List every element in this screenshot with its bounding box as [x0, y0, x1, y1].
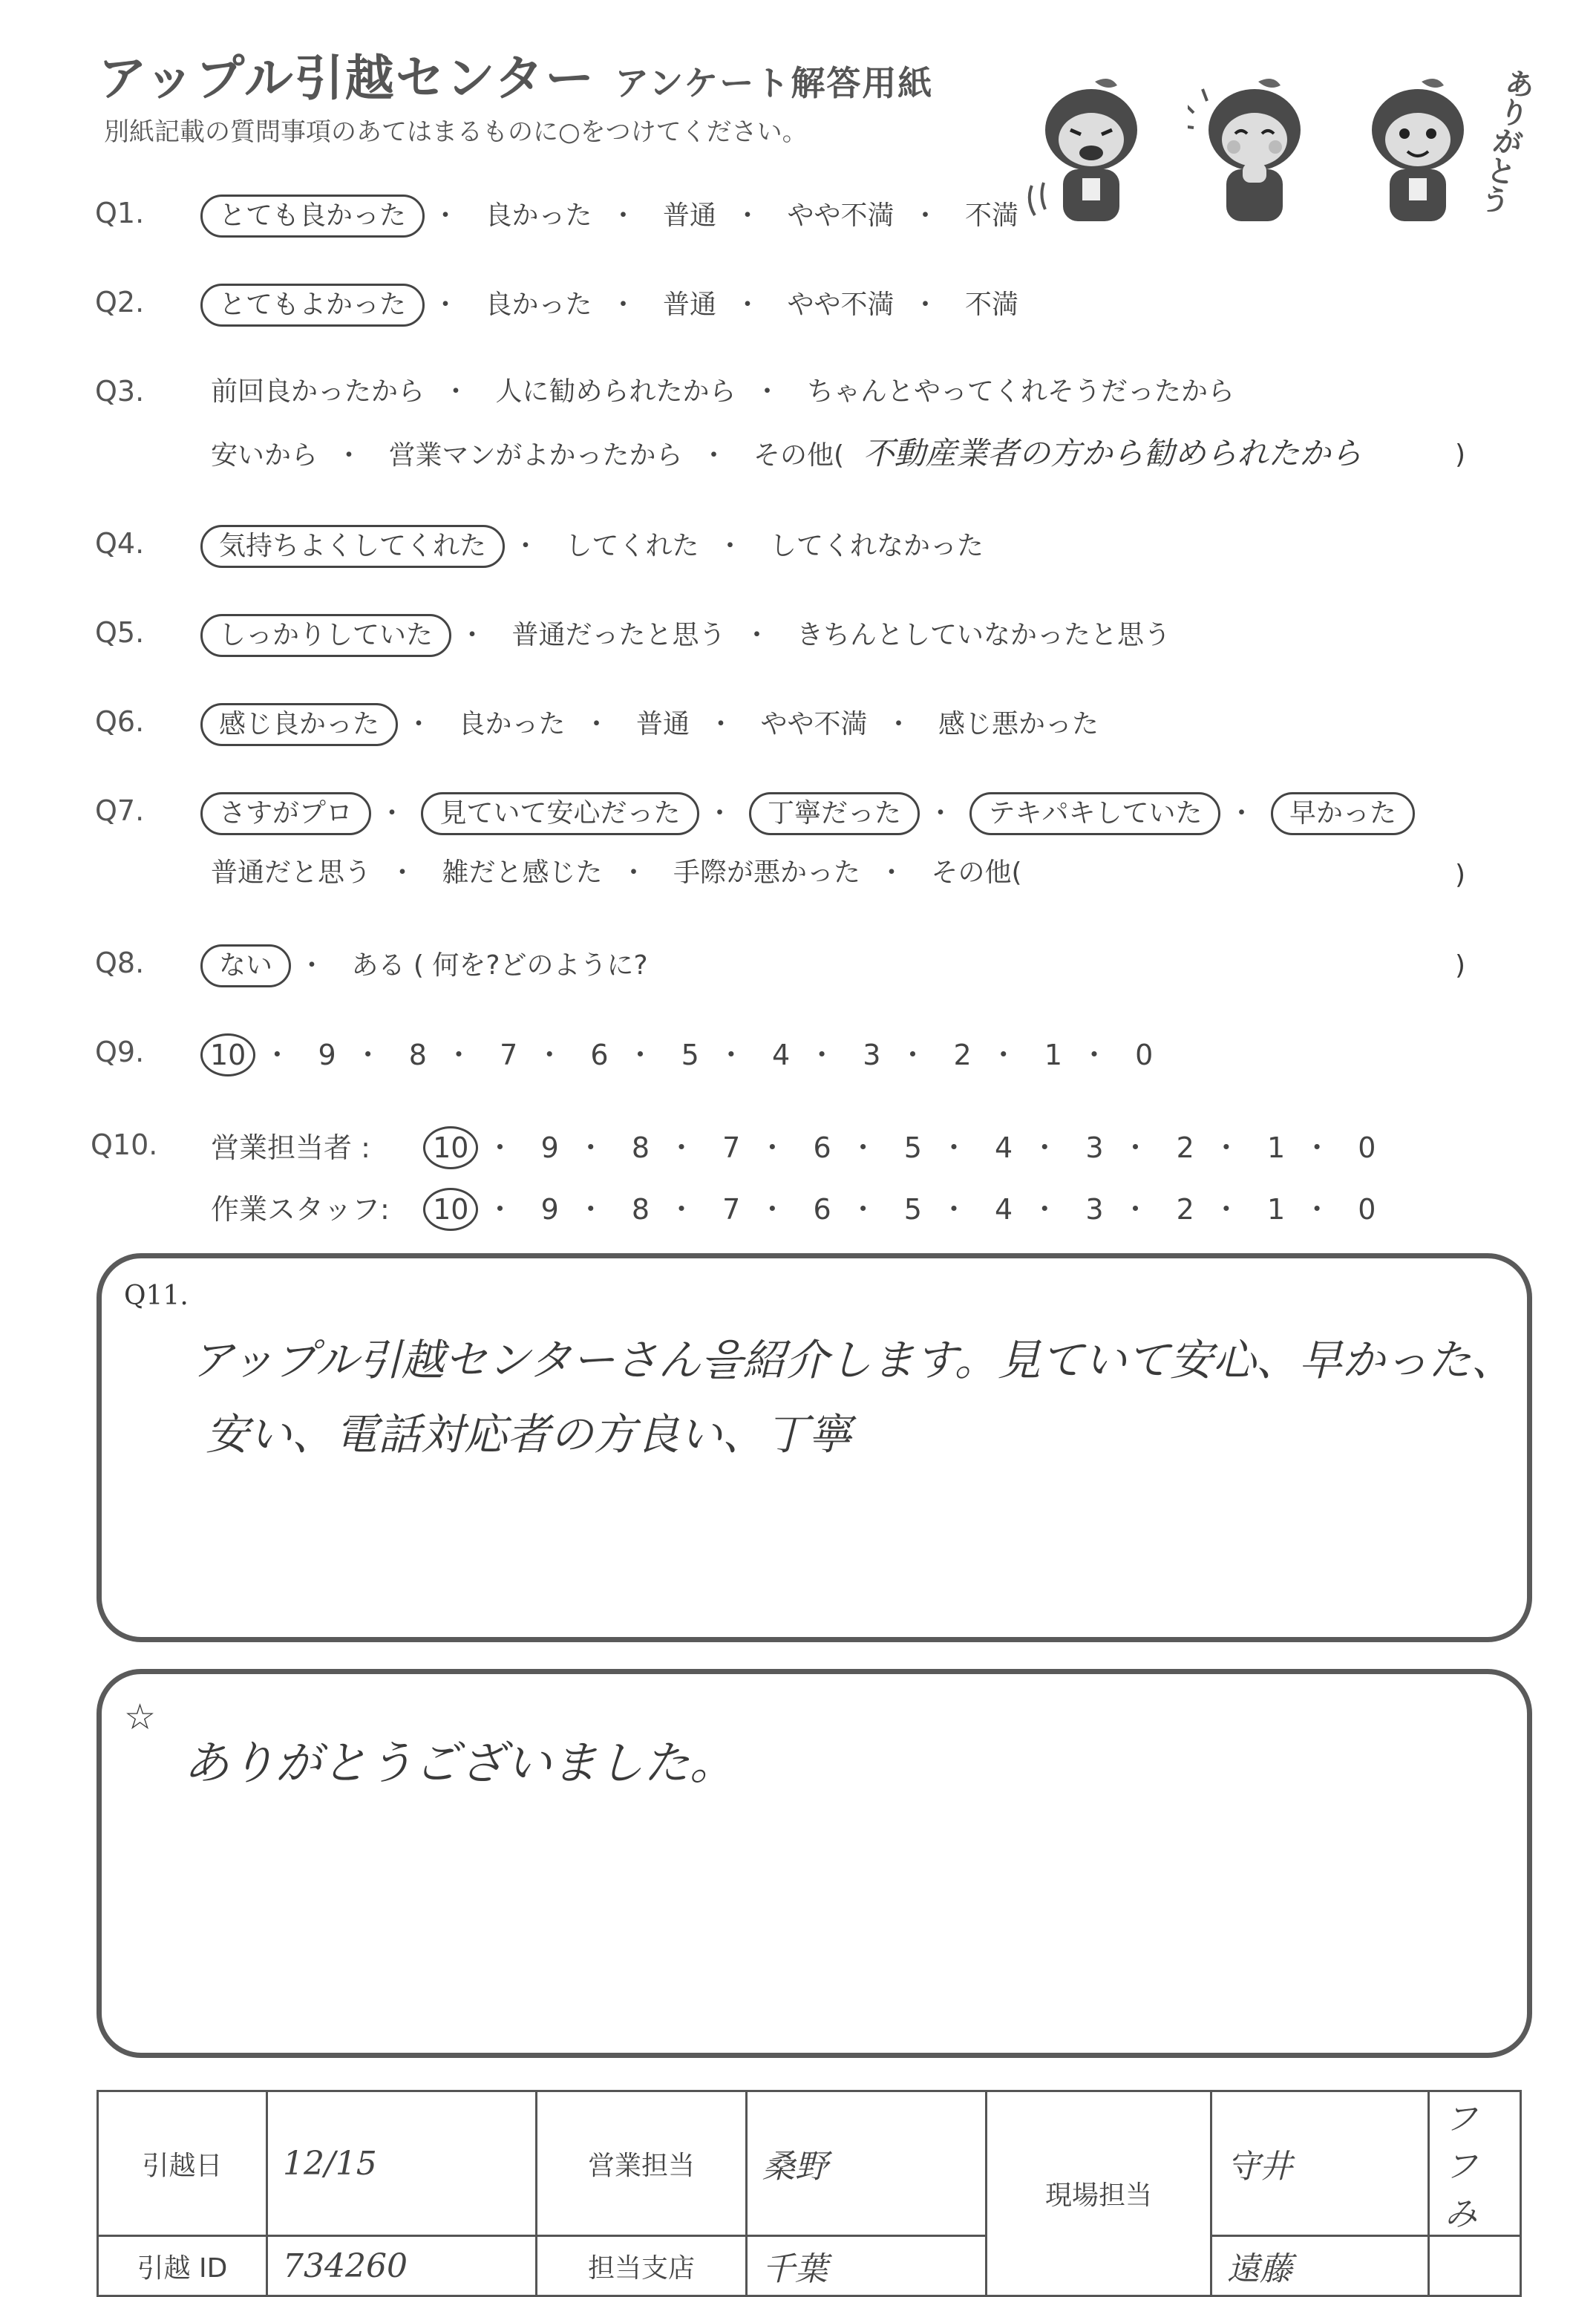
- q9-score-0[interactable]: 0: [1135, 1039, 1154, 1071]
- q7-label: Q7.: [95, 794, 145, 827]
- q5-option-3[interactable]: きちんとしていなかったと思う: [796, 620, 1171, 650]
- q3-closing-paren: ): [1455, 440, 1466, 470]
- monkey-mascot-blushing-icon: [1188, 74, 1321, 238]
- q10-sales-score-5[interactable]: 5: [903, 1131, 922, 1164]
- q8-option-2[interactable]: ある ( 何を?どのように?: [351, 950, 648, 981]
- q3-other-handwritten: 不動産業者の方から勧められたから: [863, 435, 1362, 471]
- q9-score-2[interactable]: 2: [953, 1039, 972, 1071]
- q9-scale: 10 ・ 9 ・ 8 ・ 7 ・ 6 ・ 5 ・ 4 ・ 3 ・ 2 ・ 1 ・ 0: [200, 1033, 1163, 1072]
- q1-options: とても良かった ・ 良かった ・ 普通 ・ やや不満 ・ 不満: [200, 195, 1029, 233]
- field-name-2: 遠藤: [1211, 2236, 1429, 2296]
- q7-option-1[interactable]: さすがプロ: [200, 792, 371, 835]
- instruction-text: 別紙記載の質問事項のあてはまるものに○をつけてください。: [104, 117, 808, 147]
- q6-option-2[interactable]: 良かった: [458, 709, 566, 739]
- q8-closing-paren: ): [1455, 950, 1466, 981]
- q1-option-4[interactable]: やや不満: [787, 200, 895, 231]
- q3-option-1[interactable]: 前回良かったから: [211, 376, 425, 407]
- q10-sales-score-1[interactable]: 1: [1266, 1131, 1286, 1164]
- q10-staff-label: 作業スタッフ:: [211, 1193, 390, 1226]
- q2-option-3[interactable]: 普通: [662, 290, 716, 320]
- q10-staff-score-1[interactable]: 1: [1266, 1193, 1286, 1226]
- q2-option-5[interactable]: 不満: [964, 290, 1018, 320]
- q5-option-2[interactable]: 普通だったと思う: [511, 620, 726, 650]
- q9-score-7[interactable]: 7: [500, 1039, 518, 1071]
- q4-label: Q4.: [95, 527, 145, 560]
- branch-label: 担当支店: [537, 2236, 747, 2296]
- q10-staff-score-4[interactable]: 4: [995, 1193, 1013, 1226]
- q3-label: Q3.: [95, 375, 145, 408]
- move-id-value: 734260: [267, 2236, 537, 2296]
- move-info-table: [97, 2090, 1522, 2297]
- move-date-value: 12/15: [267, 2091, 537, 2236]
- q10-staff-score-2[interactable]: 2: [1176, 1193, 1194, 1226]
- q3-option-2[interactable]: 人に勧められたから: [495, 376, 736, 407]
- q6-option-5[interactable]: 感じ悪かった: [938, 709, 1099, 739]
- q4-option-2[interactable]: してくれた: [565, 531, 699, 561]
- q10-staff-score-9[interactable]: 9: [540, 1193, 559, 1226]
- q6-option-3[interactable]: 普通: [635, 709, 690, 739]
- q8-label: Q8.: [95, 947, 145, 979]
- q10-staff-score-10[interactable]: 10: [423, 1188, 478, 1231]
- q6-label: Q6.: [95, 705, 145, 738]
- q3-options-line1: 前回良かったから ・ 人に勧められたから ・ ちゃんとやってくれそうだったから: [200, 373, 1245, 411]
- q7-option-5[interactable]: 早かった: [1271, 792, 1415, 835]
- q3-option-4[interactable]: 安いから: [211, 440, 318, 471]
- star-icon: ☆: [124, 1696, 157, 1738]
- q10-staff-row: 作業スタッフ: 10 ・ 9 ・ 8 ・ 7 ・ 6 ・ 5 ・ 4 ・ 3 ・ 2 ・ 1 ・ 0: [200, 1188, 1386, 1226]
- q10-sales-row: 営業担当者 : 10 ・ 9 ・ 8 ・ 7 ・ 6 ・ 5 ・ 4 ・ 3 ・ 2 ・ 1 ・ 0: [200, 1126, 1386, 1165]
- q6-options: 感じ良かった ・ 良かった ・ 普通 ・ やや不満 ・ 感じ悪かった: [200, 703, 1109, 742]
- move-id-label: 引越 ID: [98, 2236, 267, 2296]
- q7-options-line1: さすがプロ ・ 見ていて安心だった ・ 丁寧だった ・ テキパキしていた ・ 早かった: [200, 792, 1415, 831]
- q9-score-9[interactable]: 9: [318, 1039, 336, 1071]
- q11-comment-box[interactable]: [97, 1253, 1532, 1642]
- q5-option-1[interactable]: しっかりしていた: [200, 614, 451, 657]
- q10-sales-label: 営業担当者 :: [211, 1131, 370, 1164]
- q2-option-1[interactable]: とてもよかった: [200, 284, 425, 327]
- q9-label: Q9.: [95, 1036, 145, 1068]
- q9-score-1[interactable]: 1: [1044, 1039, 1063, 1071]
- thanks-message-box[interactable]: [97, 1669, 1532, 2058]
- q1-option-5[interactable]: 不満: [964, 200, 1018, 231]
- q10-sales-score-7[interactable]: 7: [722, 1131, 741, 1164]
- q1-option-2[interactable]: 良かった: [485, 200, 592, 231]
- q7-option-6[interactable]: 普通だと思う: [211, 857, 372, 888]
- q6-option-1[interactable]: 感じ良かった: [200, 703, 398, 746]
- q7-option-8[interactable]: 手際が悪かった: [673, 857, 860, 888]
- branch-name: 千葉: [747, 2236, 987, 2296]
- sales-label: 営業担当: [537, 2091, 747, 2236]
- q7-option-3[interactable]: 丁寧だった: [749, 792, 920, 835]
- q9-score-4[interactable]: 4: [771, 1039, 791, 1071]
- q10-staff-score-0[interactable]: 0: [1358, 1193, 1376, 1226]
- q10-sales-score-0[interactable]: 0: [1358, 1131, 1376, 1164]
- q10-sales-score-4[interactable]: 4: [995, 1131, 1013, 1164]
- thanks-handwritten: ありがとうございました。: [183, 1736, 736, 1790]
- q9-score-8[interactable]: 8: [408, 1039, 427, 1071]
- q7-closing-paren: ): [1455, 860, 1466, 890]
- q10-sales-score-8[interactable]: 8: [631, 1131, 650, 1164]
- q7-option-other[interactable]: その他(: [931, 857, 1022, 888]
- q3-option-other[interactable]: その他(: [753, 440, 845, 471]
- q4-option-1[interactable]: 気持ちよくしてくれた: [200, 525, 505, 568]
- q4-option-3[interactable]: してくれなかった: [769, 531, 984, 561]
- field-name-1: 守井: [1211, 2091, 1429, 2236]
- q9-score-10[interactable]: 10: [200, 1033, 255, 1076]
- q8-option-1[interactable]: ない: [200, 944, 291, 987]
- q11-label: Q11.: [124, 1281, 189, 1311]
- sales-name: 桑野: [747, 2091, 987, 2236]
- q10-sales-score-2[interactable]: 2: [1176, 1131, 1194, 1164]
- arigatou-label: ありがとう: [1473, 65, 1538, 218]
- q10-sales-score-10[interactable]: 10: [423, 1126, 478, 1169]
- q10-label: Q10.: [91, 1128, 158, 1161]
- q7-options-line2: 普通だと思う ・ 雑だと感じた ・ 手際が悪かった ・ その他(: [200, 854, 1033, 892]
- q9-score-5[interactable]: 5: [681, 1039, 699, 1071]
- q10-staff-score-3[interactable]: 3: [1085, 1193, 1104, 1226]
- q2-option-2[interactable]: 良かった: [485, 290, 592, 320]
- q10-sales-score-9[interactable]: 9: [540, 1131, 559, 1164]
- q7-option-7[interactable]: 雑だと感じた: [442, 857, 603, 888]
- monkey-mascot-laughing-icon: [1024, 74, 1158, 238]
- q8-options: ない ・ ある ( 何を?どのように?: [200, 944, 658, 983]
- q10-staff-score-5[interactable]: 5: [903, 1193, 922, 1226]
- q5-options: しっかりしていた ・ 普通だったと思う ・ きちんとしていなかったと思う: [200, 614, 1181, 653]
- field-name-3: フフみ: [1429, 2091, 1521, 2236]
- q1-label: Q1.: [95, 197, 145, 229]
- q2-option-4[interactable]: やや不満: [787, 290, 895, 320]
- q3-option-3[interactable]: ちゃんとやってくれそうだったから: [806, 376, 1234, 407]
- monkey-mascot-smiling-icon: [1351, 74, 1485, 238]
- q1-option-3[interactable]: 普通: [662, 200, 716, 231]
- q10-sales-score-3[interactable]: 3: [1085, 1131, 1104, 1164]
- q10-staff-score-6[interactable]: 6: [813, 1193, 831, 1226]
- q1-option-1[interactable]: とても良かった: [200, 195, 425, 238]
- field-label: 現場担当: [987, 2091, 1211, 2296]
- q2-label: Q2.: [95, 286, 145, 318]
- q7-option-4[interactable]: テキパキしていた: [969, 792, 1220, 835]
- q5-label: Q5.: [95, 616, 145, 649]
- move-date-label: 引越日: [98, 2091, 267, 2236]
- q3-option-5[interactable]: 営業マンがよかったから: [388, 440, 683, 471]
- q3-options-line2: 安いから ・ 営業マンがよかったから ・ その他( 不動産業者の方から勧められたから: [200, 434, 1361, 473]
- q10-staff-score-7[interactable]: 7: [722, 1193, 741, 1226]
- q9-score-3[interactable]: 3: [863, 1039, 881, 1071]
- q2-options: とてもよかった ・ 良かった ・ 普通 ・ やや不満 ・ 不満: [200, 284, 1029, 322]
- company-name: アップル引越センター: [98, 50, 596, 107]
- q11-handwritten-line2: 安い、電話対応者の方良い、丁寧: [206, 1409, 852, 1460]
- q7-option-2[interactable]: 見ていて安心だった: [421, 792, 699, 835]
- form-subtitle: アンケート解答用紙: [615, 63, 934, 103]
- field-name-empty: [1429, 2236, 1521, 2296]
- q11-handwritten-line1: アップル引越センターさん을紹介します。見ていて安心、早かった、: [191, 1335, 1514, 1385]
- q10-sales-score-6[interactable]: 6: [813, 1131, 831, 1164]
- q10-staff-score-8[interactable]: 8: [631, 1193, 650, 1226]
- q9-score-6[interactable]: 6: [590, 1039, 609, 1071]
- q4-options: 気持ちよくしてくれた ・ してくれた ・ してくれなかった: [200, 525, 994, 563]
- q6-option-4[interactable]: やや不満: [760, 709, 868, 739]
- form-title: [98, 39, 933, 109]
